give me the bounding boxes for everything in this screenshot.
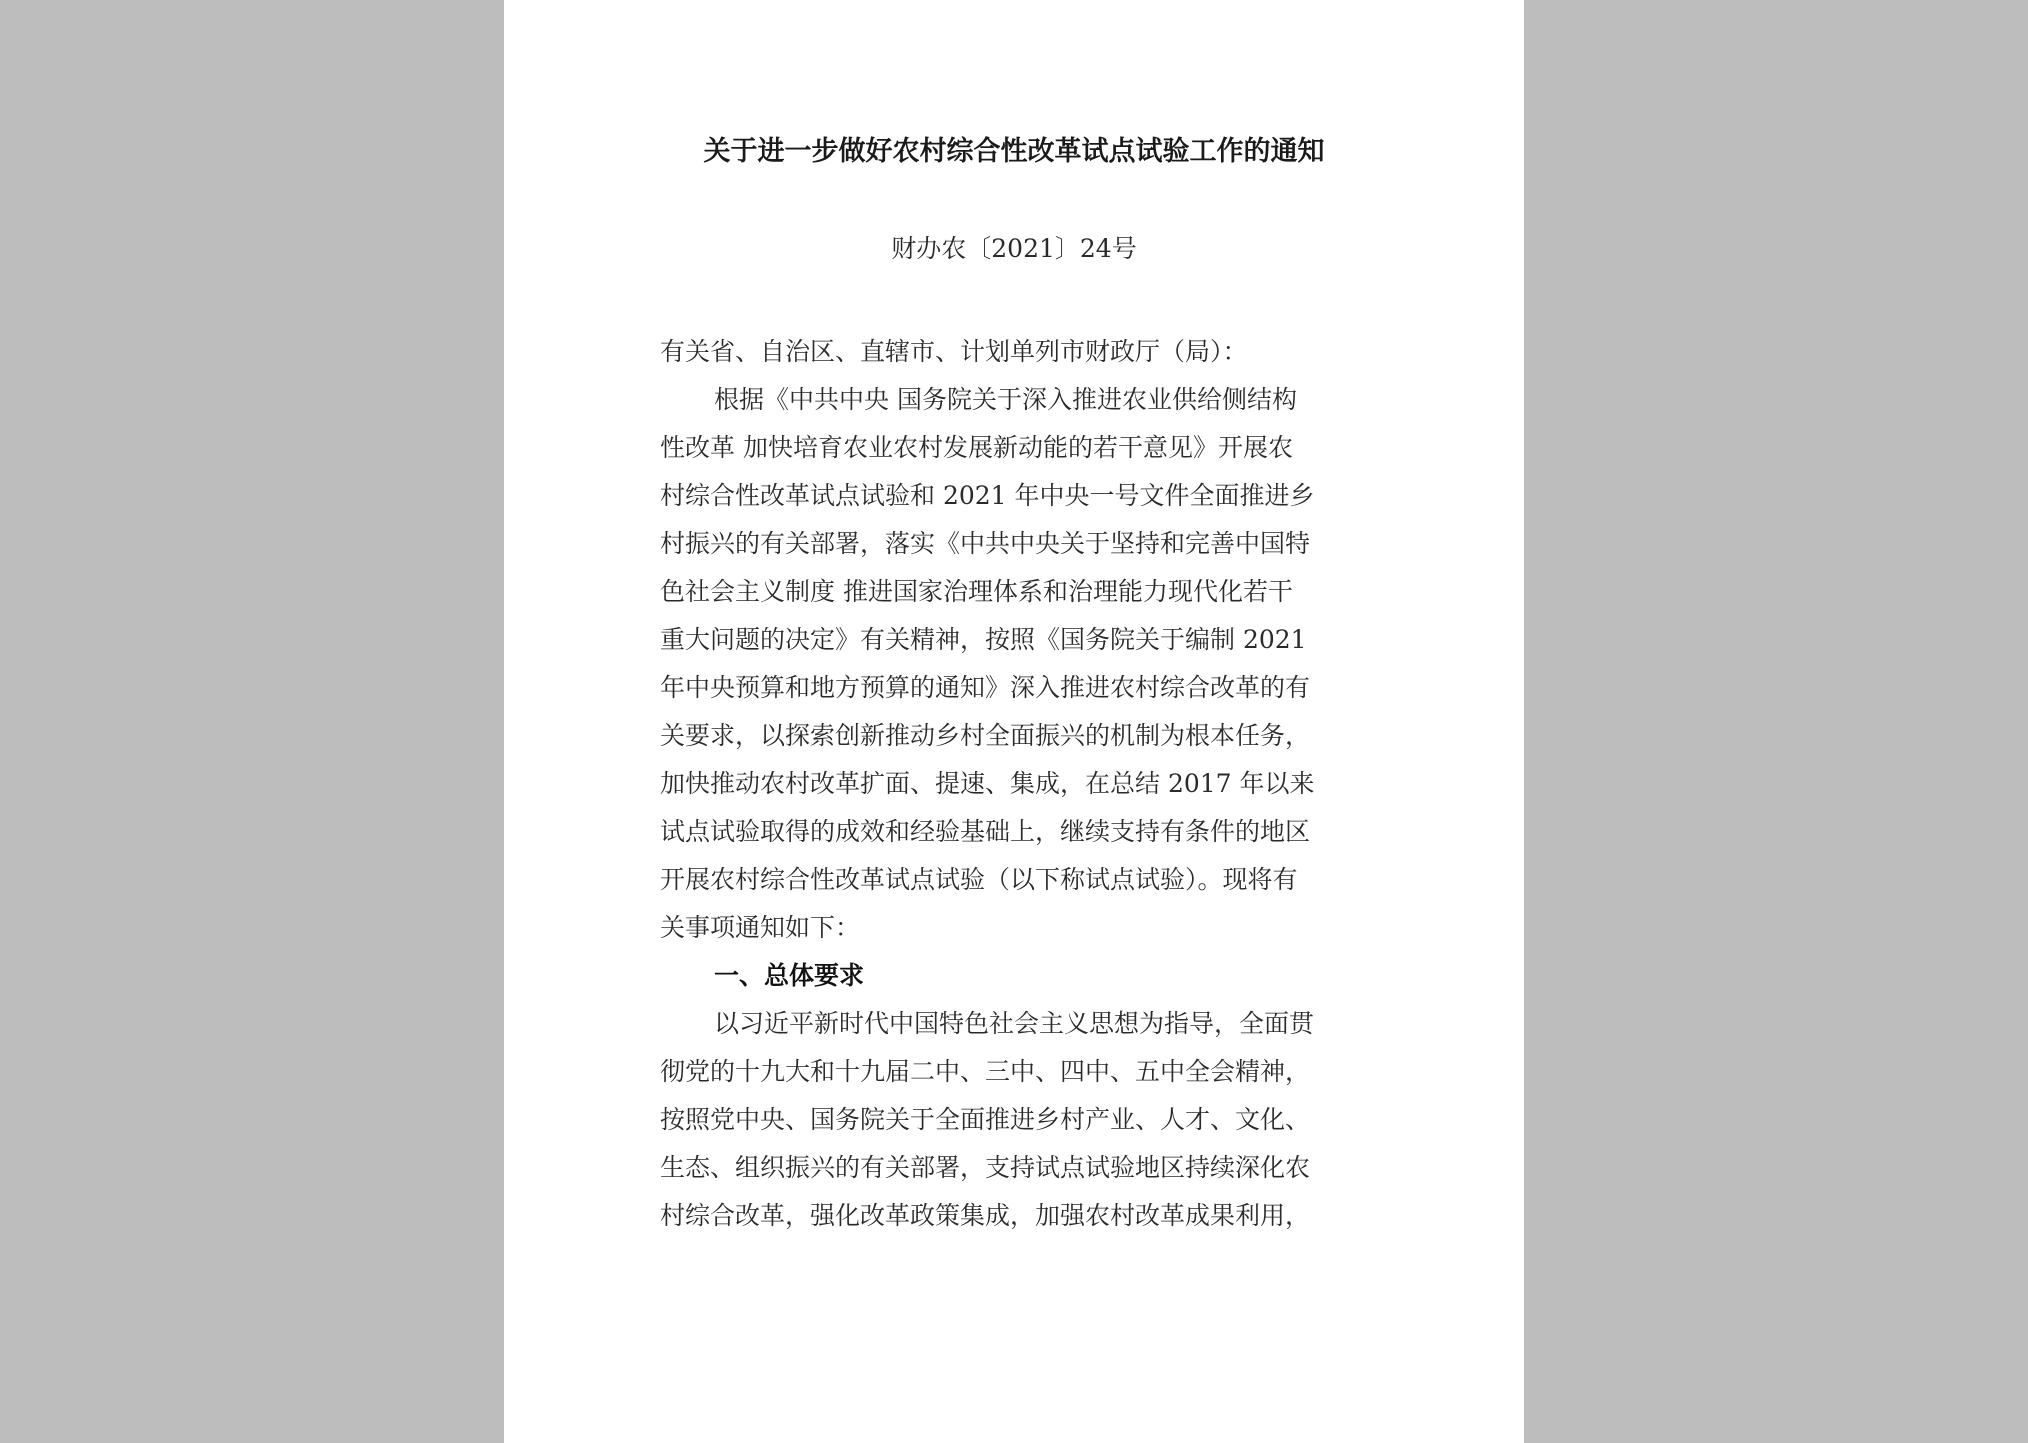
paragraph-line: 根据《中共中央 国务院关于深入推进农业供给侧结构 (714, 385, 1297, 414)
paragraph-line: 试点试验取得的成效和经验基础上，继续支持有条件的地区 (660, 817, 1311, 846)
paragraph-line: 村综合性改革试点试验和 2021 年中央一号文件全面推进乡 (660, 481, 1315, 510)
document-body (660, 328, 1374, 1240)
paragraph-line: 以习近平新时代中国特色社会主义思想为指导，全面贯 (714, 1009, 1315, 1038)
paragraph-line: 性改革 加快培育农业农村发展新动能的若干意见》开展农 (660, 433, 1293, 462)
salutation: 有关省、自治区、直辖市、计划单列市财政厅（局）： (660, 337, 1248, 366)
paragraph-line: 村综合改革，强化改革政策集成，加强农村改革成果利用， (660, 1201, 1311, 1230)
paragraph-line: 年中央预算和地方预算的通知》深入推进农村综合改革的有 (660, 673, 1311, 702)
paragraph-line: 按照党中央、国务院关于全面推进乡村产业、人才、文化、 (660, 1105, 1311, 1134)
paragraph-line: 色社会主义制度 推进国家治理体系和治理能力现代化若干 (660, 577, 1293, 606)
paragraph-line: 重大问题的决定》有关精神，按照《国务院关于编制 2021 (660, 625, 1307, 654)
paragraph-line: 生态、组织振兴的有关部署，支持试点试验地区持续深化农 (660, 1153, 1311, 1182)
document-page (504, 0, 1524, 1443)
paragraph-line: 加快推动农村改革扩面、提速、集成，在总结 2017 年以来 (660, 769, 1315, 798)
document-title: 关于进一步做好农村综合性改革试点试验工作的通知 (703, 136, 1325, 167)
document-number: 财办农〔2021〕24号 (891, 234, 1137, 263)
paragraph-line: 彻党的十九大和十九届二中、三中、四中、五中全会精神， (660, 1057, 1311, 1086)
paragraph-line: 关要求，以探索创新推动乡村全面振兴的机制为根本任务， (660, 721, 1311, 750)
section-heading: 一、总体要求 (714, 961, 865, 990)
paragraph-line: 关事项通知如下： (660, 913, 861, 942)
paragraph-line: 开展农村综合性改革试点试验（以下称试点试验）。现将有 (660, 865, 1298, 894)
paragraph-line: 村振兴的有关部署，落实《中共中央关于坚持和完善中国特 (660, 529, 1311, 558)
